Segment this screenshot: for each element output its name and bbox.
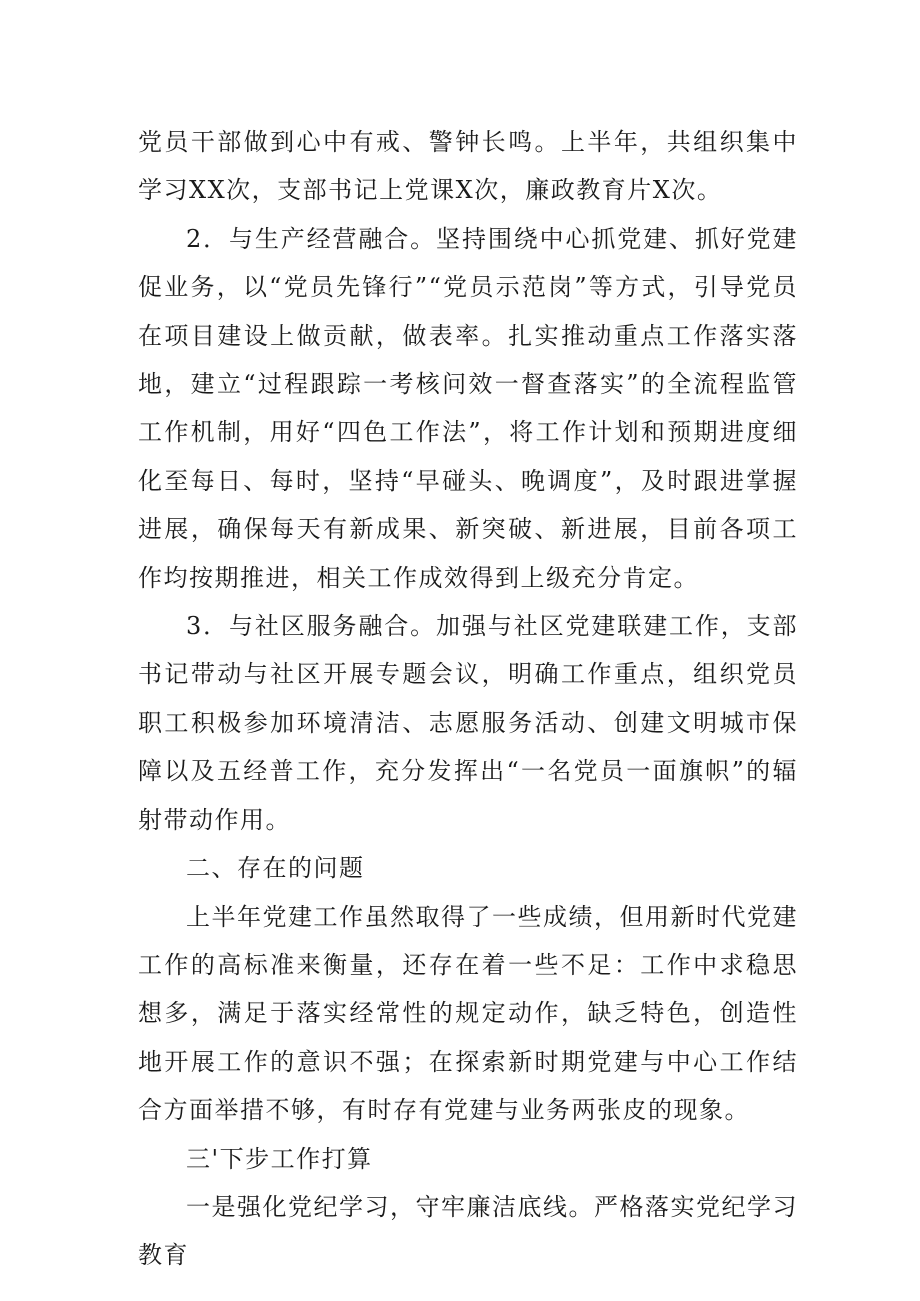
document-body <box>138 118 798 1280</box>
paragraph-next-steps-first: 一是强化党纪学习，守牢廉洁底线。严格落实党纪学习教育 <box>138 1192 798 1270</box>
paragraph-production-integration: 2．与生产经营融合。坚持围绕中心抓党建、抓好党建促业务，以“党员先锋行”“党员示范岗”等方式，引导党员在项目建设上做贡献，做表率。扎实推动重点工作落实落地，建立“过程跟踪一考核问效一督查落实”的全流程监管工作机制，用好“四色工作法”，将工作计划和预期进度细化至每日、每时，坚持“早碰头、晚调度”，及时跟进掌握进展，确保每天有新成果、新突破、新进展，目前各项工作均按期推进，相关工作成效得到上级充分肯定。 <box>138 224 798 592</box>
section-heading-problems: 二、存在的问题 <box>186 854 365 883</box>
paragraph-study-summary: 党员干部做到心中有戒、警钟长鸣。上半年，共组织集中学习XX次，支部书记上党课X次，廉政教育片X次。 <box>138 128 798 205</box>
section-heading-next-steps: 三'下步工作打算 <box>186 1144 373 1173</box>
paragraph-problems: 上半年党建工作虽然取得了一些成绩，但用新时代党建工作的高标准来衡量，还存在着一些不足：工作中求稳思想多，满足于落实经常性的规定动作，缺乏特色，创造性地开展工作的意识不强；在探索新时期党建与中心工作结合方面举措不够，有时存有党建与业务两张皮的现象。 <box>138 902 798 1125</box>
paragraph-community-integration: 3．与社区服务融合。加强与社区党建联建工作，支部书记带动与社区开展专题会议，明确工作重点，组织党员职工积极参加环境清洁、志愿服务活动、创建文明城市保障以及五经普工作，充分发挥出“一名党员一面旗帜”的辐射带动作用。 <box>138 612 798 834</box>
